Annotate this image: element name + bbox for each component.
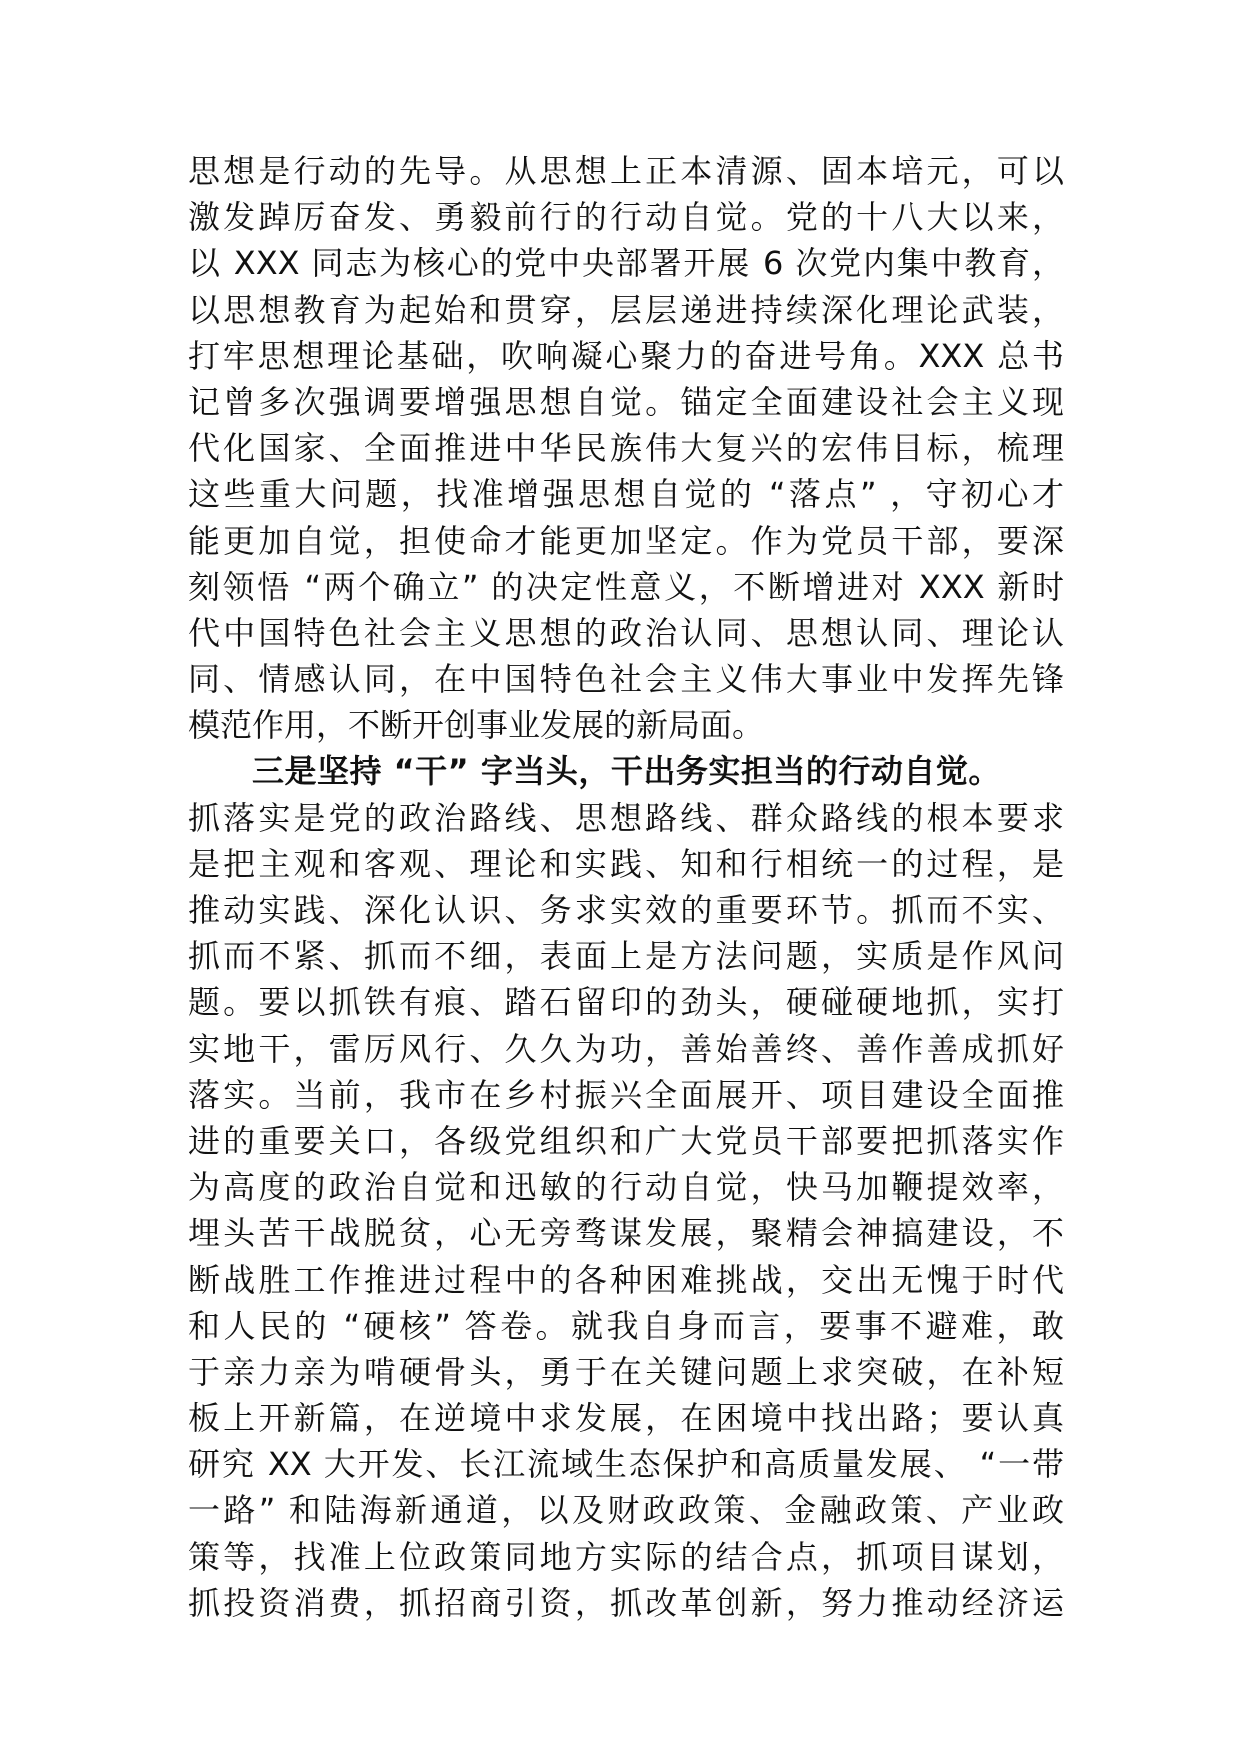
text-line: 进的重要关口，各级党组织和广大党员干部要把抓落实作 [188,1121,1064,1160]
heading-line: 三是坚持 “干” 字当头，干出务实担当的行动自觉。 [252,752,1001,791]
document-page [188,148,1064,1626]
text-line: 断战胜工作推进过程中的各种困难挑战，交出无愧于时代 [188,1260,1064,1299]
text-line: 研究 XX 大开发、长江流域生态保护和高质量发展、 “一带 [188,1445,1064,1484]
text-line: 抓落实是党的政治路线、思想路线、群众路线的根本要求 [188,798,1064,837]
text-line: 模范作用，不断开创事业发展的新局面。 [188,706,765,745]
text-line: 抓投资消费，抓招商引资，抓改革创新，努力推动经济运 [188,1583,1064,1622]
text-line: 和人民的 “硬核” 答卷。就我自身而言，要事不避难，敢 [188,1306,1064,1345]
text-line: 抓而不紧、抓而不细，表面上是方法问题，实质是作风问 [188,937,1064,976]
text-line: 代中国特色社会主义思想的政治认同、思想认同、理论认 [188,613,1064,652]
text-line: 于亲力亲为啃硬骨头，勇于在关键问题上求突破，在补短 [188,1352,1064,1391]
text-line: 实地干，雷厉风行、久久为功，善始善终、善作善成抓好 [188,1029,1064,1068]
text-line: 刻领悟 “两个确立” 的决定性意义，不断增进对 XXX 新时 [188,567,1064,606]
text-line: 记曾多次强调要增强思想自觉。锚定全面建设社会主义现 [188,382,1064,421]
text-line: 以思想教育为起始和贯穿，层层递进持续深化理论武装， [188,290,1064,329]
text-line: 策等，找准上位政策同地方实际的结合点，抓项目谋划， [188,1537,1064,1576]
text-line: 思想是行动的先导。从思想上正本清源、固本培元，可以 [188,152,1064,190]
text-line: 能更加自觉，担使命才能更加坚定。作为党员干部，要深 [188,521,1064,560]
paragraph-implementation [188,795,1064,1626]
text-line: 激发踔厉奋发、勇毅前行的行动自觉。党的十八大以来， [188,198,1064,237]
text-line: 落实。当前，我市在乡村振兴全面展开、项目建设全面推 [188,1075,1064,1114]
text-line: 题。要以抓铁有痕、踏石留印的劲头，硬碰硬地抓，实打 [188,983,1064,1022]
text-line: 同、情感认同，在中国特色社会主义伟大事业中发挥先锋 [188,660,1064,699]
paragraph-ideology [188,148,1064,748]
text-line: 推动实践、深化认识、务求实效的重要环节。抓而不实、 [188,891,1064,929]
text-line: 埋头苦干战脱贫，心无旁骛谋发展，聚精会神搞建设，不 [188,1214,1064,1253]
text-line: 板上开新篇，在逆境中求发展，在困境中找出路；要认真 [188,1399,1064,1438]
text-line: 为高度的政治自觉和迅敏的行动自觉，快马加鞭提效率， [188,1168,1064,1207]
text-line: 打牢思想理论基础，吹响凝心聚力的奋进号角。XXX 总书 [188,336,1064,375]
text-line: 以 XXX 同志为核心的党中央部署开展 6 次党内集中教育， [188,244,1064,283]
text-line: 一路” 和陆海新通道，以及财政政策、金融政策、产业政 [188,1491,1064,1530]
text-line: 这些重大问题，找准增强思想自觉的 “落点” ，守初心才 [188,475,1064,514]
section-heading [188,748,1064,794]
text-line: 代化国家、全面推进中华民族伟大复兴的宏伟目标，梳理 [188,429,1064,468]
text-line: 是把主观和客观、理论和实践、知和行相统一的过程，是 [188,844,1064,883]
